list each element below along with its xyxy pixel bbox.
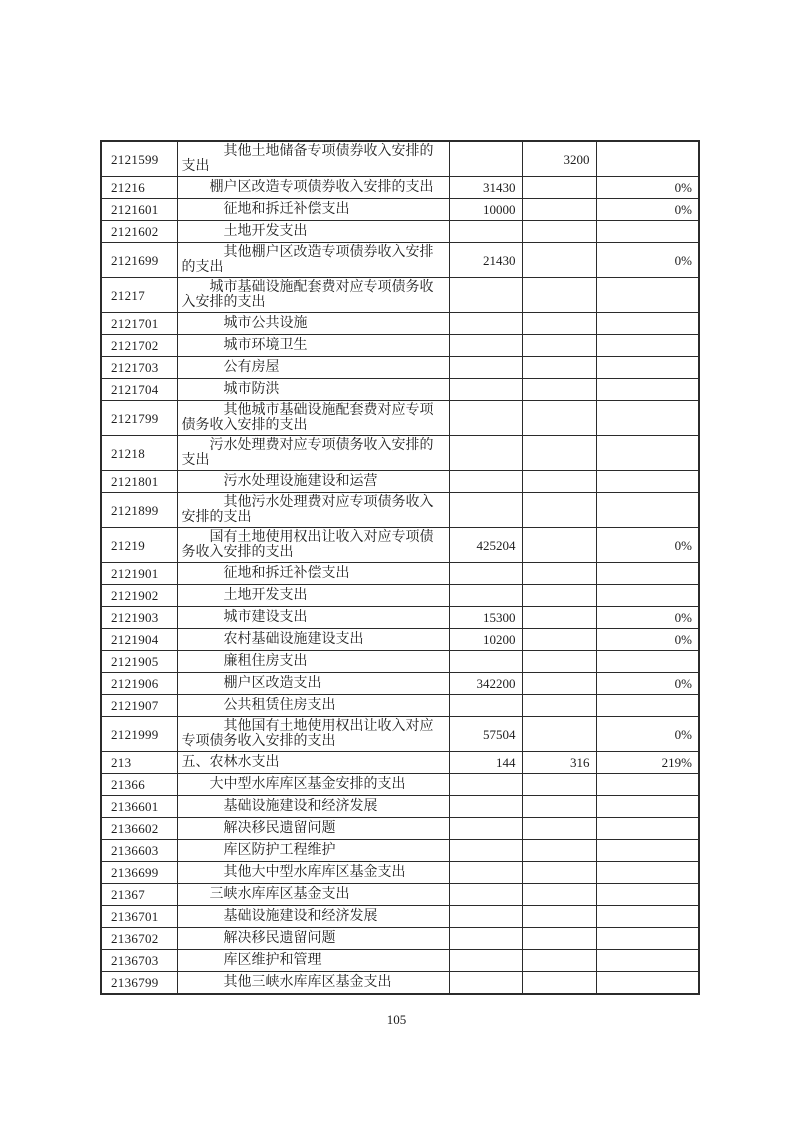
row-name-cell: 征地和拆迁补偿支出 xyxy=(177,199,449,221)
row-name-cell: 农村基础设施建设支出 xyxy=(177,629,449,651)
row-code-cell: 2121799 xyxy=(101,401,177,436)
row-value1-cell: 342200 xyxy=(449,673,522,695)
row-value1-cell xyxy=(449,928,522,950)
row-value1-cell: 21430 xyxy=(449,243,522,278)
row-code-cell: 213 xyxy=(101,752,177,774)
row-value1-cell xyxy=(449,651,522,673)
row-value2-cell xyxy=(522,818,596,840)
table-row xyxy=(101,673,699,695)
row-code-cell: 21219 xyxy=(101,528,177,563)
row-percent-cell: 0% xyxy=(596,199,699,221)
table-row xyxy=(101,950,699,972)
row-name-cell: 库区维护和管理 xyxy=(177,950,449,972)
table-row xyxy=(101,695,699,717)
budget-table-body xyxy=(101,141,699,994)
row-value1-cell xyxy=(449,796,522,818)
row-code-cell: 2121999 xyxy=(101,717,177,752)
row-value1-cell xyxy=(449,906,522,928)
row-value2-cell xyxy=(522,717,596,752)
row-name-cell: 其他棚户区改造专项债券收入安排的支出 xyxy=(177,243,449,278)
table-row xyxy=(101,401,699,436)
row-percent-cell xyxy=(596,278,699,313)
row-percent-cell xyxy=(596,651,699,673)
row-percent-cell: 219% xyxy=(596,752,699,774)
row-value2-cell xyxy=(522,607,596,629)
row-percent-cell xyxy=(596,862,699,884)
row-value1-cell xyxy=(449,471,522,493)
row-value2-cell xyxy=(522,906,596,928)
row-percent-cell xyxy=(596,972,699,995)
row-name-cell: 棚户区改造支出 xyxy=(177,673,449,695)
row-percent-cell: 0% xyxy=(596,673,699,695)
row-percent-cell: 0% xyxy=(596,607,699,629)
table-row xyxy=(101,563,699,585)
row-percent-cell xyxy=(596,950,699,972)
row-value1-cell xyxy=(449,379,522,401)
row-percent-cell xyxy=(596,471,699,493)
row-name-cell: 征地和拆迁补偿支出 xyxy=(177,563,449,585)
row-value2-cell: 316 xyxy=(522,752,596,774)
row-code-cell: 2136703 xyxy=(101,950,177,972)
row-value2-cell xyxy=(522,673,596,695)
table-row xyxy=(101,862,699,884)
table-row xyxy=(101,177,699,199)
row-code-cell: 21217 xyxy=(101,278,177,313)
row-name-cell: 城市基础设施配套费对应专项债务收入安排的支出 xyxy=(177,278,449,313)
row-code-cell: 21367 xyxy=(101,884,177,906)
table-row xyxy=(101,141,699,177)
row-value2-cell xyxy=(522,493,596,528)
row-value2-cell xyxy=(522,884,596,906)
table-row xyxy=(101,471,699,493)
row-name-cell: 五、农林水支出 xyxy=(177,752,449,774)
row-code-cell: 2121699 xyxy=(101,243,177,278)
table-row xyxy=(101,774,699,796)
row-percent-cell: 0% xyxy=(596,243,699,278)
row-value1-cell: 57504 xyxy=(449,717,522,752)
row-code-cell: 2121601 xyxy=(101,199,177,221)
row-percent-cell xyxy=(596,141,699,177)
row-value1-cell xyxy=(449,563,522,585)
row-value2-cell xyxy=(522,243,596,278)
row-name-cell: 城市环境卫生 xyxy=(177,335,449,357)
row-value2-cell xyxy=(522,313,596,335)
table-row xyxy=(101,436,699,471)
row-name-cell: 土地开发支出 xyxy=(177,585,449,607)
row-percent-cell xyxy=(596,928,699,950)
row-value1-cell xyxy=(449,221,522,243)
row-percent-cell xyxy=(596,840,699,862)
row-percent-cell xyxy=(596,221,699,243)
table-row xyxy=(101,629,699,651)
table-row xyxy=(101,796,699,818)
row-name-cell: 土地开发支出 xyxy=(177,221,449,243)
row-percent-cell xyxy=(596,493,699,528)
row-value1-cell xyxy=(449,840,522,862)
page-number: 105 xyxy=(386,1012,407,1027)
row-value2-cell xyxy=(522,528,596,563)
row-name-cell: 解决移民遗留问题 xyxy=(177,818,449,840)
row-code-cell: 2136602 xyxy=(101,818,177,840)
table-row xyxy=(101,199,699,221)
row-value1-cell: 31430 xyxy=(449,177,522,199)
row-value1-cell: 10000 xyxy=(449,199,522,221)
table-row xyxy=(101,818,699,840)
row-code-cell: 2121899 xyxy=(101,493,177,528)
row-name-cell: 公共租赁住房支出 xyxy=(177,695,449,717)
row-value2-cell xyxy=(522,436,596,471)
row-code-cell: 2121901 xyxy=(101,563,177,585)
table-row xyxy=(101,493,699,528)
row-value2-cell xyxy=(522,278,596,313)
row-value1-cell xyxy=(449,695,522,717)
row-value1-cell xyxy=(449,357,522,379)
row-name-cell: 廉租住房支出 xyxy=(177,651,449,673)
row-value1-cell xyxy=(449,862,522,884)
row-code-cell: 21218 xyxy=(101,436,177,471)
row-percent-cell xyxy=(596,585,699,607)
row-value1-cell xyxy=(449,585,522,607)
row-name-cell: 其他土地储备专项债券收入安排的支出 xyxy=(177,141,449,177)
row-code-cell: 2121904 xyxy=(101,629,177,651)
row-percent-cell xyxy=(596,563,699,585)
row-name-cell: 大中型水库库区基金安排的支出 xyxy=(177,774,449,796)
row-name-cell: 国有土地使用权出让收入对应专项债务收入安排的支出 xyxy=(177,528,449,563)
table-row xyxy=(101,313,699,335)
row-code-cell: 2121902 xyxy=(101,585,177,607)
row-code-cell: 2121704 xyxy=(101,379,177,401)
table-row xyxy=(101,357,699,379)
row-code-cell: 2121602 xyxy=(101,221,177,243)
row-value1-cell xyxy=(449,141,522,177)
row-value2-cell xyxy=(522,629,596,651)
row-percent-cell xyxy=(596,906,699,928)
row-percent-cell xyxy=(596,401,699,436)
row-code-cell: 2136701 xyxy=(101,906,177,928)
row-value1-cell xyxy=(449,401,522,436)
row-percent-cell xyxy=(596,335,699,357)
row-name-cell: 污水处理费对应专项债务收入安排的支出 xyxy=(177,436,449,471)
row-name-cell: 城市防洪 xyxy=(177,379,449,401)
row-value2-cell xyxy=(522,563,596,585)
row-name-cell: 解决移民遗留问题 xyxy=(177,928,449,950)
row-name-cell: 城市公共设施 xyxy=(177,313,449,335)
table-row xyxy=(101,243,699,278)
table-row xyxy=(101,717,699,752)
row-name-cell: 棚户区改造专项债券收入安排的支出 xyxy=(177,177,449,199)
row-code-cell: 21366 xyxy=(101,774,177,796)
row-value1-cell xyxy=(449,313,522,335)
row-name-cell: 污水处理设施建设和运营 xyxy=(177,471,449,493)
table-row xyxy=(101,906,699,928)
row-value2-cell xyxy=(522,401,596,436)
row-value1-cell xyxy=(449,335,522,357)
row-percent-cell xyxy=(596,695,699,717)
row-name-cell: 城市建设支出 xyxy=(177,607,449,629)
row-value2-cell xyxy=(522,950,596,972)
row-percent-cell xyxy=(596,796,699,818)
table-row xyxy=(101,528,699,563)
row-value2-cell xyxy=(522,774,596,796)
row-code-cell: 2121702 xyxy=(101,335,177,357)
row-value1-cell xyxy=(449,884,522,906)
row-value2-cell xyxy=(522,177,596,199)
row-name-cell: 其他城市基础设施配套费对应专项债务收入安排的支出 xyxy=(177,401,449,436)
row-code-cell: 2136799 xyxy=(101,972,177,995)
row-code-cell: 2136601 xyxy=(101,796,177,818)
row-code-cell: 2121599 xyxy=(101,141,177,177)
row-percent-cell: 0% xyxy=(596,528,699,563)
row-value2-cell xyxy=(522,471,596,493)
row-value1-cell: 10200 xyxy=(449,629,522,651)
row-code-cell: 2121905 xyxy=(101,651,177,673)
table-row xyxy=(101,221,699,243)
row-value2-cell: 3200 xyxy=(522,141,596,177)
row-value2-cell xyxy=(522,972,596,995)
row-code-cell: 2121907 xyxy=(101,695,177,717)
row-value2-cell xyxy=(522,199,596,221)
row-value1-cell xyxy=(449,972,522,995)
row-value1-cell xyxy=(449,493,522,528)
row-code-cell: 2121703 xyxy=(101,357,177,379)
row-code-cell: 2121903 xyxy=(101,607,177,629)
row-name-cell: 基础设施建设和经济发展 xyxy=(177,796,449,818)
row-value2-cell xyxy=(522,796,596,818)
row-value2-cell xyxy=(522,585,596,607)
row-value2-cell xyxy=(522,840,596,862)
row-value1-cell: 144 xyxy=(449,752,522,774)
table-row xyxy=(101,840,699,862)
row-percent-cell: 0% xyxy=(596,717,699,752)
table-row xyxy=(101,278,699,313)
row-percent-cell xyxy=(596,818,699,840)
row-value1-cell: 425204 xyxy=(449,528,522,563)
row-percent-cell xyxy=(596,774,699,796)
table-row xyxy=(101,928,699,950)
row-value2-cell xyxy=(522,357,596,379)
row-value2-cell xyxy=(522,379,596,401)
row-value1-cell xyxy=(449,278,522,313)
row-value2-cell xyxy=(522,651,596,673)
row-name-cell: 基础设施建设和经济发展 xyxy=(177,906,449,928)
row-code-cell: 2136699 xyxy=(101,862,177,884)
row-name-cell: 其他污水处理费对应专项债务收入安排的支出 xyxy=(177,493,449,528)
row-name-cell: 其他三峡水库库区基金支出 xyxy=(177,972,449,995)
row-value1-cell xyxy=(449,774,522,796)
row-code-cell: 2121906 xyxy=(101,673,177,695)
row-code-cell: 2136702 xyxy=(101,928,177,950)
row-percent-cell: 0% xyxy=(596,177,699,199)
row-value2-cell xyxy=(522,928,596,950)
row-percent-cell: 0% xyxy=(596,629,699,651)
row-name-cell: 库区防护工程维护 xyxy=(177,840,449,862)
row-name-cell: 公有房屋 xyxy=(177,357,449,379)
row-percent-cell xyxy=(596,436,699,471)
row-value2-cell xyxy=(522,335,596,357)
row-value2-cell xyxy=(522,221,596,243)
row-value1-cell xyxy=(449,950,522,972)
row-value1-cell: 15300 xyxy=(449,607,522,629)
budget-table xyxy=(100,140,700,995)
row-percent-cell xyxy=(596,357,699,379)
table-row xyxy=(101,335,699,357)
row-code-cell: 2121701 xyxy=(101,313,177,335)
row-code-cell: 2136603 xyxy=(101,840,177,862)
row-name-cell: 其他国有土地使用权出让收入对应专项债务收入安排的支出 xyxy=(177,717,449,752)
table-row xyxy=(101,884,699,906)
row-name-cell: 其他大中型水库库区基金支出 xyxy=(177,862,449,884)
table-row xyxy=(101,607,699,629)
row-name-cell: 三峡水库库区基金支出 xyxy=(177,884,449,906)
row-value1-cell xyxy=(449,818,522,840)
table-row xyxy=(101,972,699,995)
row-code-cell: 21216 xyxy=(101,177,177,199)
table-row xyxy=(101,651,699,673)
row-code-cell: 2121801 xyxy=(101,471,177,493)
row-percent-cell xyxy=(596,379,699,401)
table-row xyxy=(101,752,699,774)
row-value1-cell xyxy=(449,436,522,471)
row-percent-cell xyxy=(596,313,699,335)
row-value2-cell xyxy=(522,862,596,884)
row-value2-cell xyxy=(522,695,596,717)
table-row xyxy=(101,379,699,401)
table-row xyxy=(101,585,699,607)
row-percent-cell xyxy=(596,884,699,906)
